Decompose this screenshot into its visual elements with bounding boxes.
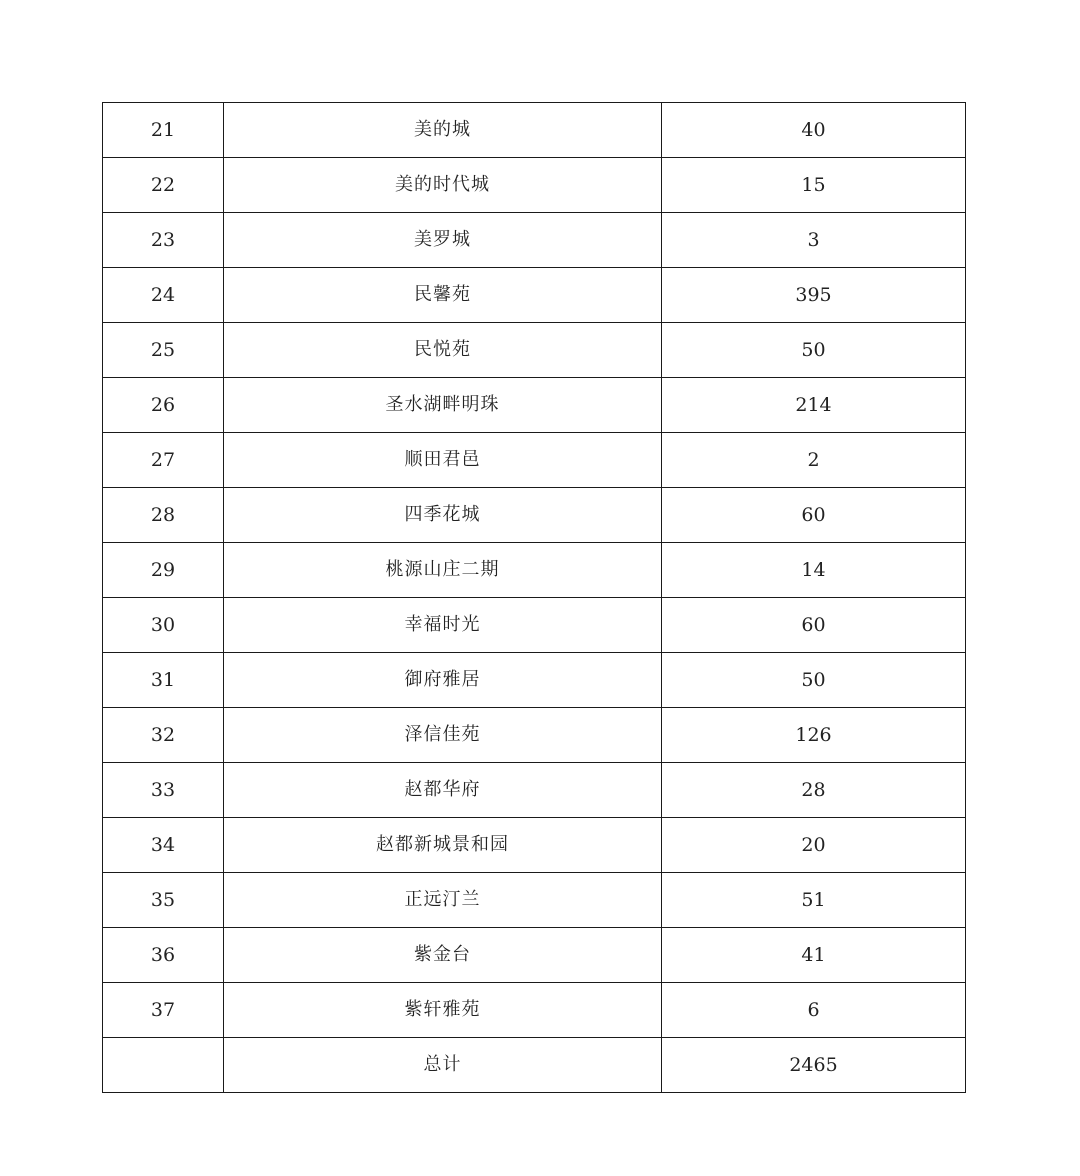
total-label-cell: 总计: [224, 1038, 662, 1093]
table-row: [103, 708, 966, 763]
community-name-cell: 幸福时光: [224, 598, 662, 653]
row-number-cell: 30: [103, 598, 224, 653]
community-name-cell: 民悦苑: [224, 323, 662, 378]
row-number-cell: 29: [103, 543, 224, 598]
table-row: [103, 818, 966, 873]
community-name-cell: 泽信佳苑: [224, 708, 662, 763]
count-cell: 51: [662, 873, 966, 928]
count-cell: 214: [662, 378, 966, 433]
community-name-cell: 御府雅居: [224, 653, 662, 708]
table-row: [103, 488, 966, 543]
table-row: [103, 158, 966, 213]
table-row: [103, 213, 966, 268]
row-number-cell: 21: [103, 103, 224, 158]
table-row: [103, 598, 966, 653]
count-cell: 395: [662, 268, 966, 323]
row-number-cell: 34: [103, 818, 224, 873]
row-number-cell: 37: [103, 983, 224, 1038]
row-number-cell: 32: [103, 708, 224, 763]
table-row: [103, 268, 966, 323]
community-name-cell: 赵都新城景和园: [224, 818, 662, 873]
count-cell: 60: [662, 488, 966, 543]
total-count-cell: 2465: [662, 1038, 966, 1093]
community-name-cell: 民馨苑: [224, 268, 662, 323]
table-row: [103, 928, 966, 983]
row-number-cell: 26: [103, 378, 224, 433]
count-cell: 41: [662, 928, 966, 983]
community-name-cell: 赵都华府: [224, 763, 662, 818]
count-cell: 50: [662, 323, 966, 378]
table-row: [103, 323, 966, 378]
row-number-cell: 35: [103, 873, 224, 928]
row-number-cell: 31: [103, 653, 224, 708]
table-row: [103, 653, 966, 708]
count-cell: 126: [662, 708, 966, 763]
community-name-cell: 正远汀兰: [224, 873, 662, 928]
table-row: [103, 433, 966, 488]
count-cell: 40: [662, 103, 966, 158]
count-cell: 14: [662, 543, 966, 598]
community-name-cell: 紫金台: [224, 928, 662, 983]
total-number-cell: [103, 1038, 224, 1093]
community-name-cell: 顺田君邑: [224, 433, 662, 488]
count-cell: 28: [662, 763, 966, 818]
row-number-cell: 36: [103, 928, 224, 983]
table-row: [103, 543, 966, 598]
community-name-cell: 紫轩雅苑: [224, 983, 662, 1038]
table-row: [103, 763, 966, 818]
total-row: [103, 1038, 966, 1093]
community-name-cell: 桃源山庄二期: [224, 543, 662, 598]
count-cell: 50: [662, 653, 966, 708]
count-cell: 60: [662, 598, 966, 653]
community-name-cell: 美的时代城: [224, 158, 662, 213]
row-number-cell: 28: [103, 488, 224, 543]
table-row: [103, 983, 966, 1038]
table-body: [103, 103, 966, 1093]
table-row: [103, 873, 966, 928]
row-number-cell: 23: [103, 213, 224, 268]
row-number-cell: 25: [103, 323, 224, 378]
row-number-cell: 27: [103, 433, 224, 488]
community-name-cell: 美罗城: [224, 213, 662, 268]
count-cell: 2: [662, 433, 966, 488]
count-cell: 6: [662, 983, 966, 1038]
count-cell: 20: [662, 818, 966, 873]
row-number-cell: 22: [103, 158, 224, 213]
table-row: [103, 103, 966, 158]
community-name-cell: 圣水湖畔明珠: [224, 378, 662, 433]
data-table: [102, 102, 966, 1093]
count-cell: 3: [662, 213, 966, 268]
table-row: [103, 378, 966, 433]
count-cell: 15: [662, 158, 966, 213]
community-name-cell: 四季花城: [224, 488, 662, 543]
row-number-cell: 33: [103, 763, 224, 818]
community-name-cell: 美的城: [224, 103, 662, 158]
row-number-cell: 24: [103, 268, 224, 323]
